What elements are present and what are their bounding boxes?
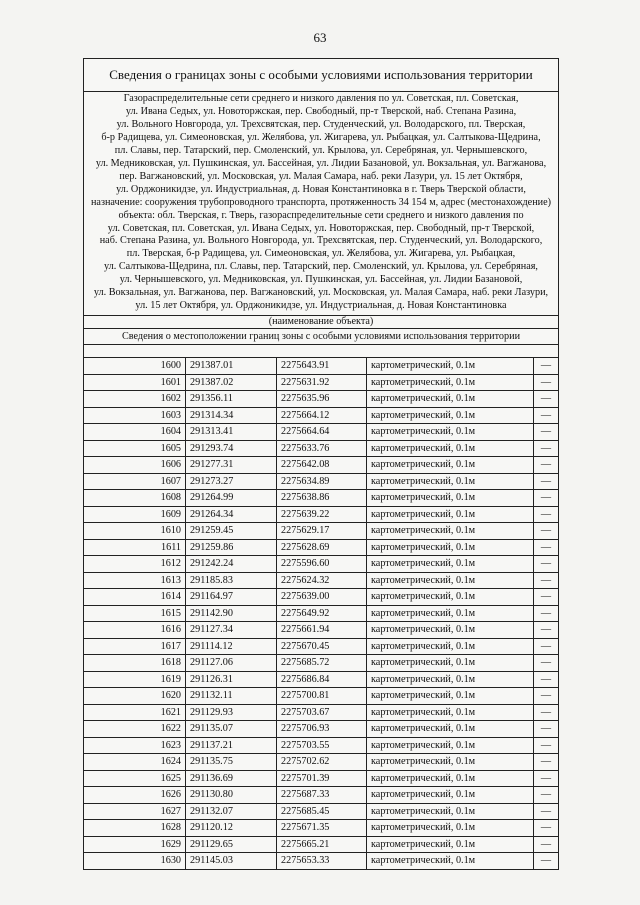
description-cell: — [534,688,559,705]
x-coordinate-cell: 291264.99 [186,490,277,507]
x-coordinate-cell: 291185.83 [186,572,277,589]
description-cell: — [534,457,559,474]
point-number-cell: 1608 [84,490,186,507]
y-coordinate-cell: 2275661.94 [277,622,367,639]
y-coordinate-cell: 2275700.81 [277,688,367,705]
y-coordinate-cell: 2275671.35 [277,820,367,837]
description-cell: — [534,374,559,391]
zone-boundary-document [83,58,559,870]
point-number-cell: 1601 [84,374,186,391]
point-number-cell: 1611 [84,539,186,556]
method-accuracy-cell: картометрический, 0.1м [367,391,534,408]
x-coordinate-cell: 291356.11 [186,391,277,408]
y-coordinate-cell: 2275596.60 [277,556,367,573]
y-coordinate-cell: 2275685.72 [277,655,367,672]
x-coordinate-cell: 291164.97 [186,589,277,606]
y-coordinate-cell: 2275670.45 [277,638,367,655]
point-number-cell: 1603 [84,407,186,424]
x-coordinate-cell: 291145.03 [186,853,277,869]
description-line: объекта: обл. Тверская, г. Тверь, газораспределительные сети среднего и низкого давления по [118,209,524,221]
y-coordinate-cell: 2275628.69 [277,539,367,556]
description-cell: — [534,358,559,374]
x-coordinate-cell: 291259.45 [186,523,277,540]
description-cell: — [534,853,559,869]
method-accuracy-cell: картометрический, 0.1м [367,506,534,523]
x-coordinate-cell: 291120.12 [186,820,277,837]
point-number-cell: 1621 [84,704,186,721]
description-cell: — [534,836,559,853]
point-number-cell: 1610 [84,523,186,540]
description-cell: — [534,589,559,606]
table-row [84,688,558,705]
y-coordinate-cell: 2275685.45 [277,803,367,820]
table-row [84,638,558,655]
table-row [84,622,558,639]
description-cell: — [534,787,559,804]
y-coordinate-cell: 2275703.55 [277,737,367,754]
description-line: пл. Тверская, б-р Радищева, ул. Симеоновская, ул. Желябова, ул. Жигарева, ул. Рыбацкая, [126,248,516,260]
y-coordinate-cell: 2275702.62 [277,754,367,771]
description-cell: — [534,391,559,408]
table-row [84,539,558,556]
description-cell: — [534,638,559,655]
table-row [84,589,558,606]
description-line: наб. Степана Разина, ул. Вольного Новгорода, ул. Трехсвятская, пер. Студенческий, ул. Володарского, [99,235,543,247]
point-number-cell: 1615 [84,605,186,622]
method-accuracy-cell: картометрический, 0.1м [367,539,534,556]
method-accuracy-cell: картометрический, 0.1м [367,374,534,391]
method-accuracy-cell: картометрический, 0.1м [367,457,534,474]
x-coordinate-cell: 291293.74 [186,440,277,457]
y-coordinate-cell: 2275642.08 [277,457,367,474]
point-number-cell: 1629 [84,836,186,853]
description-cell: — [534,407,559,424]
description-cell: — [534,572,559,589]
x-coordinate-cell: 291142.90 [186,605,277,622]
description-cell: — [534,704,559,721]
point-number-cell: 1602 [84,391,186,408]
description-line: ул. Ивана Седых, ул. Новоторжская, пер. Свободный, пр-т Тверской, наб. Степана Разина, [125,105,517,117]
y-coordinate-cell: 2275633.76 [277,440,367,457]
point-number-cell: 1620 [84,688,186,705]
method-accuracy-cell: картометрический, 0.1м [367,572,534,589]
description-line: б-р Радищева, ул. Симеоновская, ул. Желябова, ул. Жигарева, ул. Рыбацкая, ул. Салтыкова-Щедрина, [101,131,541,143]
x-coordinate-cell: 291114.12 [186,638,277,655]
table-row [84,737,558,754]
description-cell: — [534,605,559,622]
table-row [84,671,558,688]
description-cell: — [534,440,559,457]
point-number-cell: 1616 [84,622,186,639]
x-coordinate-cell: 291259.86 [186,539,277,556]
point-number-cell: 1627 [84,803,186,820]
table-row [84,605,558,622]
table-row [84,836,558,853]
description-line: ул. 15 лет Октября, ул. Орджоникидзе, ул. Индустриальная, д. Новая Константиновка [135,300,507,312]
y-coordinate-cell: 2275649.92 [277,605,367,622]
boundary-location-heading: Сведения о местоположении границ зоны с особыми условиями использования территории [84,329,558,345]
method-accuracy-cell: картометрический, 0.1м [367,523,534,540]
method-accuracy-cell: картометрический, 0.1м [367,737,534,754]
point-number-cell: 1605 [84,440,186,457]
table-row [84,457,558,474]
method-accuracy-cell: картометрический, 0.1м [367,589,534,606]
table-row [84,506,558,523]
x-coordinate-cell: 291135.75 [186,754,277,771]
point-number-cell: 1623 [84,737,186,754]
x-coordinate-cell: 291135.07 [186,721,277,738]
y-coordinate-cell: 2275624.32 [277,572,367,589]
x-coordinate-cell: 291130.80 [186,787,277,804]
method-accuracy-cell: картометрический, 0.1м [367,721,534,738]
y-coordinate-cell: 2275687.33 [277,787,367,804]
x-coordinate-cell: 291129.93 [186,704,277,721]
description-cell: — [534,523,559,540]
description-line: ул. Чернышевского, ул. Медниковская, ул. Пушкинская, ул. Бассейная, ул. Лидии Базановой, [119,274,523,286]
point-number-cell: 1625 [84,770,186,787]
description-line: пер. Вагжановский, ул. Московская, ул. Малая Самара, наб. реки Лазури, ул. 15 лет Октября, [119,170,523,182]
method-accuracy-cell: картометрический, 0.1м [367,473,534,490]
table-row [84,473,558,490]
x-coordinate-cell: 291242.24 [186,556,277,573]
point-number-cell: 1612 [84,556,186,573]
table-row [84,391,558,408]
point-number-cell: 1624 [84,754,186,771]
x-coordinate-cell: 291277.31 [186,457,277,474]
point-number-cell: 1604 [84,424,186,441]
method-accuracy-cell: картометрический, 0.1м [367,605,534,622]
y-coordinate-cell: 2275664.12 [277,407,367,424]
y-coordinate-cell: 2275706.93 [277,721,367,738]
x-coordinate-cell: 291132.11 [186,688,277,705]
method-accuracy-cell: картометрический, 0.1м [367,770,534,787]
y-coordinate-cell: 2275634.89 [277,473,367,490]
table-row [84,556,558,573]
method-accuracy-cell: картометрический, 0.1м [367,556,534,573]
point-number-cell: 1600 [84,358,186,374]
y-coordinate-cell: 2275638.86 [277,490,367,507]
description-cell: — [534,671,559,688]
description-cell: — [534,506,559,523]
table-header-spacer [84,345,558,358]
method-accuracy-cell: картометрический, 0.1м [367,671,534,688]
method-accuracy-cell: картометрический, 0.1м [367,853,534,869]
coordinates-table-body [84,358,558,869]
description-line: назначение: сооружения трубопроводного транспорта, протяженность 34 154 м, адрес (местонахождение) [90,196,552,208]
description-cell: — [534,820,559,837]
table-row [84,787,558,804]
object-description [84,92,558,316]
y-coordinate-cell: 2275653.33 [277,853,367,869]
table-row [84,374,558,391]
description-cell: — [534,655,559,672]
table-row [84,721,558,738]
x-coordinate-cell: 291126.31 [186,671,277,688]
x-coordinate-cell: 291273.27 [186,473,277,490]
method-accuracy-cell: картометрический, 0.1м [367,820,534,837]
x-coordinate-cell: 291387.02 [186,374,277,391]
description-cell: — [534,473,559,490]
table-row [84,770,558,787]
table-row [84,424,558,441]
description-cell: — [534,490,559,507]
method-accuracy-cell: картометрический, 0.1м [367,836,534,853]
document-title: Сведения о границах зоны с особыми условиями использования территории [84,59,558,92]
description-line: ул. Орджоникидзе, ул. Индустриальная, д. Новая Константиновка в г. Тверь Тверской области, [116,183,526,195]
method-accuracy-cell: картометрический, 0.1м [367,754,534,771]
point-number-cell: 1626 [84,787,186,804]
description-cell: — [534,424,559,441]
method-accuracy-cell: картометрический, 0.1м [367,787,534,804]
description-line: ул. Вольного Новгорода, ул. Трехсвятская, пер. Студенческий, ул. Володарского, пл. Тверская, [116,118,526,130]
y-coordinate-cell: 2275639.00 [277,589,367,606]
y-coordinate-cell: 2275629.17 [277,523,367,540]
x-coordinate-cell: 291132.07 [186,803,277,820]
table-row [84,655,558,672]
point-number-cell: 1630 [84,853,186,869]
description-cell: — [534,803,559,820]
x-coordinate-cell: 291314.34 [186,407,277,424]
y-coordinate-cell: 2275665.21 [277,836,367,853]
method-accuracy-cell: картометрический, 0.1м [367,655,534,672]
y-coordinate-cell: 2275703.67 [277,704,367,721]
x-coordinate-cell: 291127.34 [186,622,277,639]
y-coordinate-cell: 2275664.64 [277,424,367,441]
table-row [84,803,558,820]
point-number-cell: 1617 [84,638,186,655]
method-accuracy-cell: картометрический, 0.1м [367,704,534,721]
table-row [84,754,558,771]
x-coordinate-cell: 291387.01 [186,358,277,374]
description-line: ул. Советская, пл. Советская, ул. Ивана Седых, ул. Новоторжская, пер. Свободный, пр-т Тверской, [107,222,535,234]
x-coordinate-cell: 291127.06 [186,655,277,672]
table-row [84,407,558,424]
method-accuracy-cell: картометрический, 0.1м [367,358,534,374]
description-cell: — [534,622,559,639]
table-row [84,358,558,374]
object-name-caption: (наименование объекта) [84,316,558,329]
point-number-cell: 1607 [84,473,186,490]
method-accuracy-cell: картометрический, 0.1м [367,440,534,457]
x-coordinate-cell: 291136.69 [186,770,277,787]
y-coordinate-cell: 2275701.39 [277,770,367,787]
description-line: ул. Вокзальная, ул. Вагжанова, пер. Вагжановский, ул. Московская, ул. Малая Самара, наб. реки Лазури, [93,287,549,299]
table-row [84,820,558,837]
description-cell: — [534,754,559,771]
method-accuracy-cell: картометрический, 0.1м [367,638,534,655]
y-coordinate-cell: 2275686.84 [277,671,367,688]
description-cell: — [534,539,559,556]
description-cell: — [534,721,559,738]
table-row [84,523,558,540]
point-number-cell: 1614 [84,589,186,606]
description-cell: — [534,770,559,787]
description-cell: — [534,737,559,754]
table-row [84,853,558,869]
x-coordinate-cell: 291264.34 [186,506,277,523]
point-number-cell: 1622 [84,721,186,738]
y-coordinate-cell: 2275639.22 [277,506,367,523]
description-line: ул. Медниковская, ул. Пушкинская, ул. Бассейная, ул. Лидии Базановой, ул. Вокзальная, ул. Вагжанова, [95,157,547,169]
x-coordinate-cell: 291137.21 [186,737,277,754]
method-accuracy-cell: картометрический, 0.1м [367,407,534,424]
method-accuracy-cell: картометрический, 0.1м [367,622,534,639]
x-coordinate-cell: 291129.65 [186,836,277,853]
y-coordinate-cell: 2275635.96 [277,391,367,408]
method-accuracy-cell: картометрический, 0.1м [367,688,534,705]
description-line: пл. Славы, пер. Татарский, пер. Смоленский, ул. Крылова, ул. Серебряная, ул. Чернышевского, [114,144,528,156]
method-accuracy-cell: картометрический, 0.1м [367,424,534,441]
description-line: ул. Салтыкова-Щедрина, пл. Славы, пер. Татарский, пер. Смоленский, ул. Крылова, ул. Серебряная, [104,261,538,273]
coordinates-table [84,358,558,869]
description-line: Газораспределительные сети среднего и низкого давления по ул. Советская, пл. Советская, [123,93,519,104]
table-row [84,704,558,721]
point-number-cell: 1609 [84,506,186,523]
x-coordinate-cell: 291313.41 [186,424,277,441]
point-number-cell: 1628 [84,820,186,837]
description-cell: — [534,556,559,573]
table-row [84,440,558,457]
y-coordinate-cell: 2275643.91 [277,358,367,374]
method-accuracy-cell: картометрический, 0.1м [367,803,534,820]
method-accuracy-cell: картометрический, 0.1м [367,490,534,507]
point-number-cell: 1619 [84,671,186,688]
y-coordinate-cell: 2275631.92 [277,374,367,391]
table-row [84,572,558,589]
page-number: 63 [313,30,327,45]
table-row [84,490,558,507]
point-number-cell: 1618 [84,655,186,672]
point-number-cell: 1606 [84,457,186,474]
point-number-cell: 1613 [84,572,186,589]
